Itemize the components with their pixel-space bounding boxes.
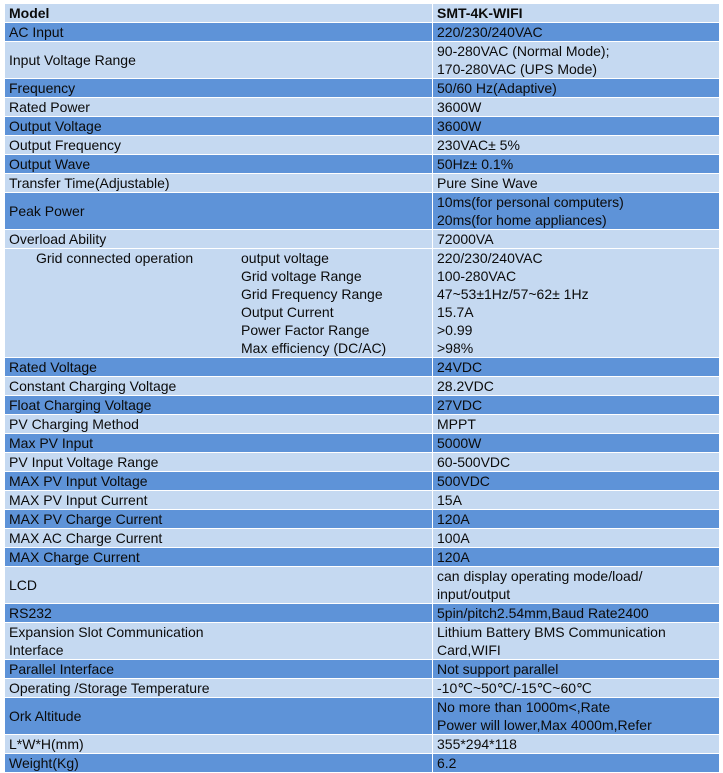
table-row <box>5 491 720 510</box>
spec-label <box>5 548 433 567</box>
spec-label-line: Weight(Kg) <box>9 755 79 771</box>
grid-param-label: output voltage <box>241 250 329 266</box>
table-row <box>5 472 720 491</box>
spec-label <box>5 230 433 249</box>
grid-param-value: 47~53±1Hz/57~62± 1Hz <box>437 286 589 302</box>
table-row <box>5 415 720 434</box>
spec-value-line: input/output <box>437 586 511 602</box>
spec-label <box>5 434 433 453</box>
table-row <box>5 510 720 529</box>
spec-value <box>433 698 720 735</box>
spec-value <box>433 529 720 548</box>
spec-value-line: 24VDC <box>437 359 483 375</box>
spec-value <box>433 491 720 510</box>
grid-param-value: 220/230/240VAC <box>437 250 543 266</box>
table-row <box>5 660 720 679</box>
spec-value-line: 15A <box>437 492 462 508</box>
table-row <box>5 679 720 698</box>
grid-operation-labels <box>5 249 433 358</box>
spec-table <box>4 3 720 773</box>
spec-value-line: 3600W <box>437 118 482 134</box>
header-model: SMT-4K-WIFI <box>433 4 720 23</box>
header-label: Model <box>5 4 433 23</box>
spec-value-line: 6.2 <box>437 755 457 771</box>
spec-label <box>5 623 433 660</box>
spec-value <box>433 358 720 377</box>
table-row <box>5 623 720 660</box>
spec-label <box>5 604 433 623</box>
spec-label-line: MAX Charge Current <box>9 549 140 565</box>
spec-label-line: LCD <box>9 577 38 593</box>
spec-value <box>433 472 720 491</box>
spec-value-line: 355*294*118 <box>437 736 517 752</box>
spec-label <box>5 136 433 155</box>
table-header-row <box>5 4 720 23</box>
spec-label <box>5 453 433 472</box>
spec-label-line: Float Charging Voltage <box>9 397 152 413</box>
grid-param-value: >0.99 <box>437 322 473 338</box>
spec-table-body <box>5 4 720 773</box>
spec-label <box>5 42 433 79</box>
spec-value <box>433 98 720 117</box>
spec-value-line: No more than 1000m<,Rate <box>437 699 611 715</box>
spec-value <box>433 754 720 773</box>
spec-value <box>433 623 720 660</box>
table-row <box>5 155 720 174</box>
grid-param-value: 100-280VAC <box>437 268 517 284</box>
table-row <box>5 193 720 230</box>
spec-label <box>5 679 433 698</box>
spec-value-line: Pure Sine Wave <box>437 175 538 191</box>
spec-label-line: Constant Charging Voltage <box>9 378 177 394</box>
spec-value-line: 5pin/pitch2.54mm,Baud Rate2400 <box>437 605 649 621</box>
grid-param-label: Max efficiency (DC/AC) <box>241 340 387 356</box>
spec-label <box>5 735 433 754</box>
spec-label-line: MAX PV Input Voltage <box>9 473 148 489</box>
spec-value-line: 90-280VAC (Normal Mode); <box>437 43 610 59</box>
spec-value <box>433 604 720 623</box>
grid-param-value: 15.7A <box>437 304 474 320</box>
table-row <box>5 230 720 249</box>
spec-value <box>433 679 720 698</box>
spec-label-line: Input Voltage Range <box>9 52 136 68</box>
table-row <box>5 358 720 377</box>
table-row <box>5 174 720 193</box>
grid-param-label: Power Factor Range <box>241 322 370 338</box>
spec-label-line: Rated Voltage <box>9 359 97 375</box>
spec-label-line: Output Voltage <box>9 118 102 134</box>
spec-label-line: MAX PV Charge Current <box>9 511 163 527</box>
table-row <box>5 42 720 79</box>
spec-value <box>433 117 720 136</box>
spec-value <box>433 548 720 567</box>
spec-value <box>433 396 720 415</box>
table-row <box>5 698 720 735</box>
spec-value-line: Power will lower,Max 4000m,Refer <box>437 717 652 733</box>
spec-value-line: 50/60 Hz(Adaptive) <box>437 80 557 96</box>
spec-label <box>5 98 433 117</box>
spec-label <box>5 358 433 377</box>
spec-value-line: 28.2VDC <box>437 378 494 394</box>
spec-label-line: PV Charging Method <box>9 416 139 432</box>
spec-value-line: Lithium Battery BMS Communication <box>437 624 666 640</box>
spec-label-line: Transfer Time(Adjustable) <box>9 175 170 191</box>
spec-value-line: 120A <box>437 511 470 527</box>
spec-label <box>5 415 433 434</box>
grid-param-label: Grid Frequency Range <box>241 286 383 302</box>
spec-value-line: 100A <box>437 530 470 546</box>
spec-label <box>5 79 433 98</box>
spec-label-line: L*W*H(mm) <box>9 736 84 752</box>
spec-value-line: 230VAC± 5% <box>437 137 520 153</box>
spec-label-line: Rated Power <box>9 99 90 115</box>
spec-label-line: RS232 <box>9 605 52 621</box>
table-row <box>5 98 720 117</box>
spec-label-line: Operating /Storage Temperature <box>9 680 210 696</box>
spec-value-line: -10℃~50℃/-15℃~60℃ <box>437 680 592 696</box>
spec-value <box>433 415 720 434</box>
spec-value-line: 500VDC <box>437 473 490 489</box>
spec-label-line: Expansion Slot Communication <box>9 624 204 640</box>
spec-value-line: Card,WIFI <box>437 642 501 658</box>
spec-value <box>433 174 720 193</box>
spec-value-line: 10ms(for personal computers) <box>437 194 624 210</box>
table-row <box>5 453 720 472</box>
spec-label <box>5 155 433 174</box>
spec-label <box>5 491 433 510</box>
spec-label-line: Max PV Input <box>9 435 94 451</box>
spec-label <box>5 754 433 773</box>
spec-label-line: AC Input <box>9 24 64 40</box>
table-row <box>5 79 720 98</box>
spec-label-line: Output Wave <box>9 156 91 172</box>
grid-operation-row <box>5 249 720 358</box>
table-row <box>5 754 720 773</box>
spec-label <box>5 660 433 679</box>
grid-param-label: Grid voltage Range <box>241 268 362 284</box>
spec-value-line: 20ms(for home appliances) <box>437 212 607 228</box>
spec-value-line: can display operating mode/load/ <box>437 568 643 584</box>
spec-label <box>5 377 433 396</box>
spec-value-line: 120A <box>437 549 470 565</box>
spec-label <box>5 567 433 604</box>
spec-label-line: MAX AC Charge Current <box>9 530 163 546</box>
spec-value-line: Not support parallel <box>437 661 559 677</box>
spec-label-line: Frequency <box>9 80 76 96</box>
spec-value-line: 60-500VDC <box>437 454 511 470</box>
table-row <box>5 23 720 42</box>
spec-value <box>433 42 720 79</box>
grid-param-value: >98% <box>437 340 474 356</box>
table-row <box>5 735 720 754</box>
table-row <box>5 117 720 136</box>
spec-label <box>5 193 433 230</box>
spec-value <box>433 660 720 679</box>
table-row <box>5 529 720 548</box>
spec-label-line: Overload Ability <box>9 231 107 247</box>
spec-label <box>5 698 433 735</box>
spec-value-line: 27VDC <box>437 397 483 413</box>
spec-value-line: 170-280VAC (UPS Mode) <box>437 61 598 77</box>
spec-label <box>5 174 433 193</box>
spec-label <box>5 472 433 491</box>
spec-label-line: Ork Altitude <box>9 708 82 724</box>
spec-label-line: MAX PV Input Current <box>9 492 148 508</box>
grid-operation-values <box>433 249 720 358</box>
spec-value <box>433 230 720 249</box>
spec-value <box>433 434 720 453</box>
spec-label <box>5 510 433 529</box>
spec-value <box>433 155 720 174</box>
spec-label-line: Interface <box>9 642 64 658</box>
spec-label-line: Peak Power <box>9 203 85 219</box>
table-row <box>5 396 720 415</box>
spec-label <box>5 23 433 42</box>
table-row <box>5 567 720 604</box>
table-row <box>5 136 720 155</box>
table-row <box>5 604 720 623</box>
spec-value <box>433 193 720 230</box>
spec-label-line: Output Frequency <box>9 137 122 153</box>
spec-value <box>433 136 720 155</box>
spec-value-line: 5000W <box>437 435 482 451</box>
spec-table-container <box>4 3 719 773</box>
spec-value <box>433 377 720 396</box>
spec-label-line: Parallel Interface <box>9 661 115 677</box>
spec-value <box>433 510 720 529</box>
spec-label <box>5 529 433 548</box>
spec-value <box>433 79 720 98</box>
table-row <box>5 434 720 453</box>
spec-value-line: 220/230/240VAC <box>437 24 543 40</box>
spec-value <box>433 567 720 604</box>
spec-value-line: 72000VA <box>437 231 494 247</box>
spec-value <box>433 23 720 42</box>
spec-value-line: 50Hz± 0.1% <box>437 156 514 172</box>
grid-param-label: Output Current <box>241 304 334 320</box>
spec-value-line: MPPT <box>437 416 476 432</box>
spec-label <box>5 117 433 136</box>
spec-label-line: PV Input Voltage Range <box>9 454 159 470</box>
table-row <box>5 377 720 396</box>
spec-value <box>433 735 720 754</box>
spec-label <box>5 396 433 415</box>
table-row <box>5 548 720 567</box>
spec-value <box>433 453 720 472</box>
grid-operation-title: Grid connected operation <box>36 250 194 266</box>
spec-value-line: 3600W <box>437 99 482 115</box>
